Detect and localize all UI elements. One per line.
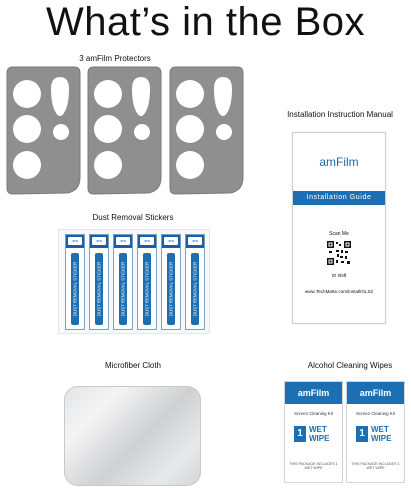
sticker-label: DUST REMOVAL STICKER <box>192 261 198 317</box>
installation-manual <box>292 132 386 324</box>
dust-sticker-4 <box>137 234 157 330</box>
dust-sticker-3 <box>113 234 133 330</box>
microfiber-cloth <box>64 386 201 486</box>
wipe-brand: amFilm <box>347 382 404 404</box>
manual-scan-text: Scan Me <box>329 231 349 237</box>
sticker-logo: am <box>116 237 130 245</box>
manual-caption: Installation Instruction Manual <box>287 110 393 119</box>
sticker-label: DUST REMOVAL STICKER <box>96 261 102 317</box>
sticker-label: DUST REMOVAL STICKER <box>144 261 150 317</box>
wipe-footer: THIS PACKAGE INCLUDES 1 WET WIPE <box>289 462 338 470</box>
sticker-label: DUST REMOVAL STICKER <box>168 261 174 317</box>
sticker-logo: am <box>164 237 178 245</box>
screen-protector-2 <box>86 65 163 196</box>
wipe-footer: THIS PACKAGE INCLUDES 1 WET WIPE <box>351 462 400 470</box>
wipe-kit-text: Screen Cleaning Kit <box>294 411 333 416</box>
sticker-label: DUST REMOVAL STICKER <box>72 261 78 317</box>
sticker-label: DUST REMOVAL STICKER <box>120 261 126 317</box>
wipe-wet-text: WET <box>309 425 327 434</box>
wipe-wipe-text: WIPE <box>371 434 392 443</box>
sticker-logo: am <box>188 237 202 245</box>
dust-sticker-5 <box>161 234 181 330</box>
qr-code-icon <box>327 241 351 265</box>
sticker-sheet <box>58 229 210 334</box>
cleaning-wipe-2 <box>346 381 405 483</box>
wipe-kit-text: Screen Cleaning Kit <box>356 411 395 416</box>
screen-protector-1 <box>5 65 82 196</box>
protectors-caption: 3 amFilm Protectors <box>79 54 151 63</box>
cloth-caption: Microfiber Cloth <box>104 361 161 370</box>
sticker-logo: am <box>140 237 154 245</box>
dust-sticker-2 <box>89 234 109 330</box>
screen-protector-3 <box>168 65 245 196</box>
wipe-brand: amFilm <box>285 382 342 404</box>
manual-visit-text: or visit <box>331 273 347 279</box>
manual-brand: amFilm <box>319 155 359 169</box>
page-title: What’s in the Box <box>45 0 366 44</box>
wipes-caption: Alcohol Cleaning Wipes <box>307 361 393 370</box>
manual-url: www.TechMatte.com/install/GLS2 <box>304 289 374 294</box>
wipe-step-number: 1 <box>356 426 368 442</box>
wipe-step-number: 1 <box>294 426 306 442</box>
sticker-logo: am <box>92 237 106 245</box>
sticker-logo: am <box>68 237 82 245</box>
stickers-caption: Dust Removal Stickers <box>92 213 174 222</box>
wipe-wet-text: WET <box>371 425 389 434</box>
dust-sticker-6 <box>185 234 205 330</box>
dust-sticker-1 <box>65 234 85 330</box>
wipe-wipe-text: WIPE <box>309 434 330 443</box>
manual-guide-band: Installation Guide <box>293 191 385 205</box>
cleaning-wipe-1 <box>284 381 343 483</box>
